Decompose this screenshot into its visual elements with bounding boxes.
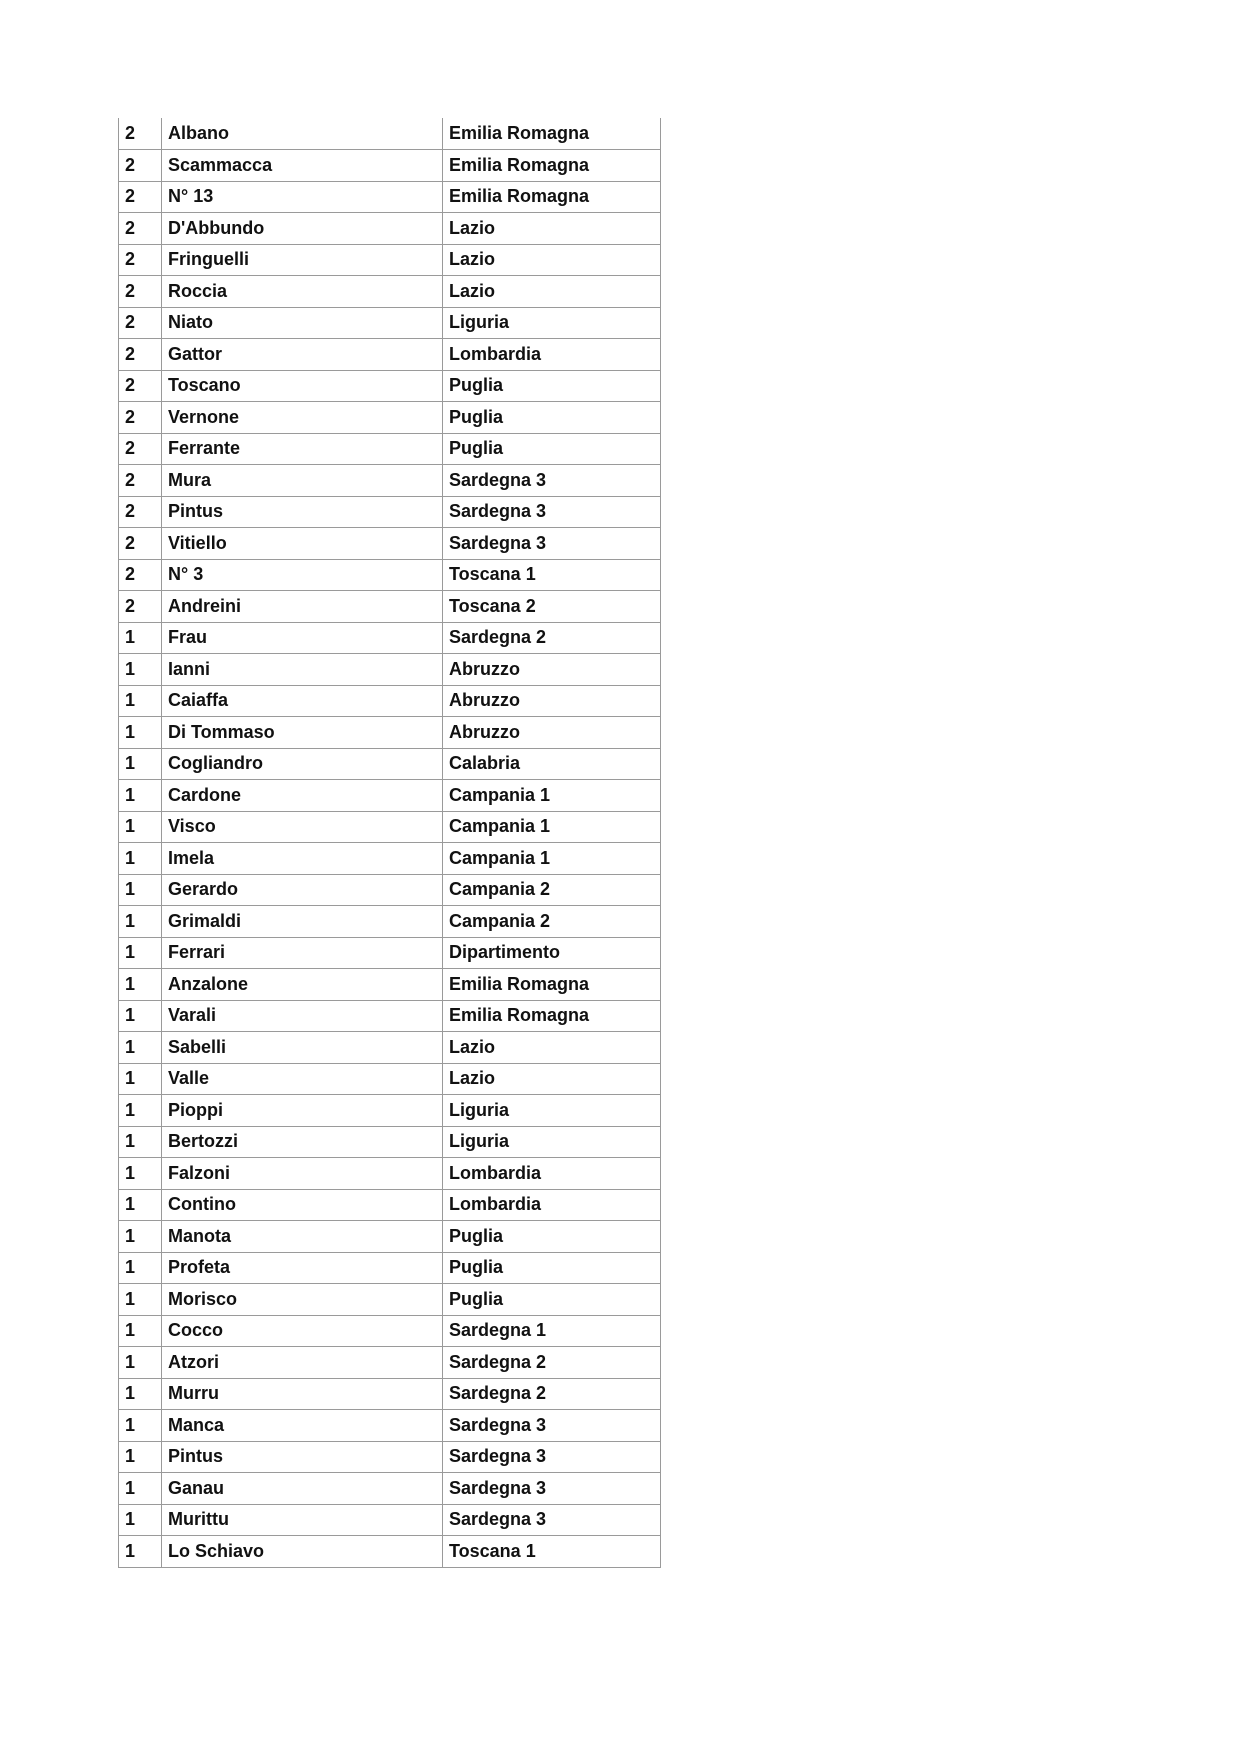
data-table <box>118 118 661 1568</box>
row-count-cell: 1 <box>119 654 162 686</box>
row-count-cell: 1 <box>119 685 162 717</box>
row-name-cell: D'Abbundo <box>162 213 443 245</box>
row-count-cell: 2 <box>119 591 162 623</box>
row-count-cell: 2 <box>119 150 162 182</box>
row-name-cell: Caiaffa <box>162 685 443 717</box>
table-row <box>119 1126 661 1158</box>
row-region-cell: Puglia <box>443 402 661 434</box>
row-region-cell: Sardegna 3 <box>443 465 661 497</box>
row-region-cell: Dipartimento <box>443 937 661 969</box>
row-count-cell: 1 <box>119 811 162 843</box>
row-region-cell: Emilia Romagna <box>443 118 661 150</box>
row-count-cell: 1 <box>119 1284 162 1316</box>
row-name-cell: Manca <box>162 1410 443 1442</box>
table-row <box>119 937 661 969</box>
table-row <box>119 811 661 843</box>
row-count-cell: 1 <box>119 748 162 780</box>
row-region-cell: Abruzzo <box>443 717 661 749</box>
row-name-cell: Ianni <box>162 654 443 686</box>
row-count-cell: 2 <box>119 213 162 245</box>
row-region-cell: Calabria <box>443 748 661 780</box>
table-row <box>119 969 661 1001</box>
table-row <box>119 244 661 276</box>
row-name-cell: Niato <box>162 307 443 339</box>
row-name-cell: N° 13 <box>162 181 443 213</box>
row-region-cell: Lazio <box>443 213 661 245</box>
row-name-cell: Valle <box>162 1063 443 1095</box>
row-name-cell: Cardone <box>162 780 443 812</box>
row-region-cell: Sardegna 3 <box>443 1473 661 1505</box>
table-row <box>119 906 661 938</box>
row-region-cell: Toscana 1 <box>443 1536 661 1568</box>
row-count-cell: 2 <box>119 276 162 308</box>
row-count-cell: 2 <box>119 339 162 371</box>
row-name-cell: Imela <box>162 843 443 875</box>
table-row <box>119 181 661 213</box>
table-row <box>119 1158 661 1190</box>
row-name-cell: Frau <box>162 622 443 654</box>
table-body <box>119 118 661 1567</box>
row-region-cell: Campania 2 <box>443 874 661 906</box>
row-name-cell: Mura <box>162 465 443 497</box>
row-count-cell: 1 <box>119 1032 162 1064</box>
row-region-cell: Sardegna 3 <box>443 1441 661 1473</box>
table-row <box>119 1315 661 1347</box>
row-count-cell: 1 <box>119 1441 162 1473</box>
row-count-cell: 1 <box>119 1410 162 1442</box>
row-name-cell: Roccia <box>162 276 443 308</box>
row-name-cell: Murittu <box>162 1504 443 1536</box>
row-region-cell: Campania 1 <box>443 843 661 875</box>
row-count-cell: 1 <box>119 1315 162 1347</box>
table-row <box>119 748 661 780</box>
row-region-cell: Sardegna 3 <box>443 496 661 528</box>
row-name-cell: Cocco <box>162 1315 443 1347</box>
row-name-cell: Atzori <box>162 1347 443 1379</box>
table-row <box>119 1441 661 1473</box>
row-region-cell: Campania 1 <box>443 780 661 812</box>
row-region-cell: Abruzzo <box>443 654 661 686</box>
row-count-cell: 1 <box>119 1252 162 1284</box>
row-region-cell: Sardegna 1 <box>443 1315 661 1347</box>
table-row <box>119 1189 661 1221</box>
table-row <box>119 339 661 371</box>
row-count-cell: 1 <box>119 1378 162 1410</box>
row-name-cell: Murru <box>162 1378 443 1410</box>
row-count-cell: 1 <box>119 1158 162 1190</box>
table-row <box>119 213 661 245</box>
row-count-cell: 2 <box>119 307 162 339</box>
table-row <box>119 496 661 528</box>
table-row <box>119 150 661 182</box>
row-count-cell: 2 <box>119 528 162 560</box>
row-name-cell: Gattor <box>162 339 443 371</box>
row-name-cell: Vernone <box>162 402 443 434</box>
row-count-cell: 2 <box>119 244 162 276</box>
table-row <box>119 402 661 434</box>
row-count-cell: 2 <box>119 118 162 150</box>
table-row <box>119 717 661 749</box>
row-region-cell: Puglia <box>443 433 661 465</box>
row-name-cell: Lo Schiavo <box>162 1536 443 1568</box>
row-count-cell: 1 <box>119 1347 162 1379</box>
row-name-cell: Cogliandro <box>162 748 443 780</box>
row-name-cell: Bertozzi <box>162 1126 443 1158</box>
row-count-cell: 1 <box>119 1221 162 1253</box>
row-name-cell: Scammacca <box>162 150 443 182</box>
row-count-cell: 2 <box>119 370 162 402</box>
row-count-cell: 1 <box>119 969 162 1001</box>
table-row <box>119 1473 661 1505</box>
table-row <box>119 843 661 875</box>
row-count-cell: 1 <box>119 1473 162 1505</box>
row-region-cell: Lazio <box>443 244 661 276</box>
row-count-cell: 1 <box>119 1126 162 1158</box>
row-name-cell: N° 3 <box>162 559 443 591</box>
table-row <box>119 307 661 339</box>
row-count-cell: 1 <box>119 906 162 938</box>
table-row <box>119 370 661 402</box>
row-count-cell: 2 <box>119 181 162 213</box>
row-region-cell: Lazio <box>443 1063 661 1095</box>
table-row <box>119 465 661 497</box>
row-region-cell: Sardegna 3 <box>443 1504 661 1536</box>
table-row <box>119 874 661 906</box>
row-count-cell: 1 <box>119 1536 162 1568</box>
row-region-cell: Sardegna 3 <box>443 1410 661 1442</box>
row-count-cell: 1 <box>119 843 162 875</box>
row-region-cell: Emilia Romagna <box>443 969 661 1001</box>
row-name-cell: Pioppi <box>162 1095 443 1127</box>
row-name-cell: Gerardo <box>162 874 443 906</box>
table-row <box>119 1284 661 1316</box>
row-count-cell: 2 <box>119 559 162 591</box>
row-name-cell: Ferrante <box>162 433 443 465</box>
row-region-cell: Liguria <box>443 1126 661 1158</box>
table-row <box>119 622 661 654</box>
row-region-cell: Lombardia <box>443 339 661 371</box>
row-region-cell: Lazio <box>443 276 661 308</box>
table-row <box>119 1221 661 1253</box>
row-name-cell: Morisco <box>162 1284 443 1316</box>
row-region-cell: Puglia <box>443 1221 661 1253</box>
row-count-cell: 1 <box>119 1095 162 1127</box>
table-row <box>119 528 661 560</box>
table-row <box>119 559 661 591</box>
row-name-cell: Sabelli <box>162 1032 443 1064</box>
row-region-cell: Sardegna 2 <box>443 622 661 654</box>
table-row <box>119 118 661 150</box>
row-name-cell: Pintus <box>162 496 443 528</box>
row-region-cell: Emilia Romagna <box>443 1000 661 1032</box>
row-count-cell: 1 <box>119 1189 162 1221</box>
table-row <box>119 1536 661 1568</box>
row-region-cell: Lombardia <box>443 1158 661 1190</box>
row-name-cell: Varali <box>162 1000 443 1032</box>
row-name-cell: Visco <box>162 811 443 843</box>
row-name-cell: Di Tommaso <box>162 717 443 749</box>
row-region-cell: Campania 2 <box>443 906 661 938</box>
row-region-cell: Puglia <box>443 1284 661 1316</box>
row-name-cell: Contino <box>162 1189 443 1221</box>
table-row <box>119 685 661 717</box>
table-row <box>119 1378 661 1410</box>
row-name-cell: Albano <box>162 118 443 150</box>
row-name-cell: Profeta <box>162 1252 443 1284</box>
row-name-cell: Falzoni <box>162 1158 443 1190</box>
row-count-cell: 1 <box>119 937 162 969</box>
row-count-cell: 1 <box>119 622 162 654</box>
table-row <box>119 433 661 465</box>
row-region-cell: Sardegna 2 <box>443 1378 661 1410</box>
table-row <box>119 591 661 623</box>
row-region-cell: Campania 1 <box>443 811 661 843</box>
table-row <box>119 1063 661 1095</box>
row-region-cell: Liguria <box>443 307 661 339</box>
table-row <box>119 1504 661 1536</box>
table-row <box>119 1410 661 1442</box>
row-count-cell: 2 <box>119 496 162 528</box>
table-row <box>119 276 661 308</box>
table-row <box>119 1000 661 1032</box>
row-count-cell: 2 <box>119 465 162 497</box>
row-count-cell: 1 <box>119 874 162 906</box>
row-name-cell: Fringuelli <box>162 244 443 276</box>
row-count-cell: 1 <box>119 1504 162 1536</box>
row-region-cell: Liguria <box>443 1095 661 1127</box>
row-name-cell: Ferrari <box>162 937 443 969</box>
row-name-cell: Toscano <box>162 370 443 402</box>
row-region-cell: Toscana 1 <box>443 559 661 591</box>
row-count-cell: 1 <box>119 780 162 812</box>
row-name-cell: Vitiello <box>162 528 443 560</box>
row-count-cell: 2 <box>119 402 162 434</box>
row-name-cell: Andreini <box>162 591 443 623</box>
row-region-cell: Sardegna 3 <box>443 528 661 560</box>
row-name-cell: Grimaldi <box>162 906 443 938</box>
row-region-cell: Toscana 2 <box>443 591 661 623</box>
row-region-cell: Lazio <box>443 1032 661 1064</box>
row-name-cell: Anzalone <box>162 969 443 1001</box>
row-region-cell: Sardegna 2 <box>443 1347 661 1379</box>
row-name-cell: Ganau <box>162 1473 443 1505</box>
row-count-cell: 1 <box>119 1063 162 1095</box>
row-count-cell: 2 <box>119 433 162 465</box>
row-region-cell: Emilia Romagna <box>443 181 661 213</box>
row-region-cell: Emilia Romagna <box>443 150 661 182</box>
row-region-cell: Puglia <box>443 370 661 402</box>
row-name-cell: Pintus <box>162 1441 443 1473</box>
row-count-cell: 1 <box>119 717 162 749</box>
row-region-cell: Puglia <box>443 1252 661 1284</box>
table-row <box>119 1252 661 1284</box>
table-row <box>119 1095 661 1127</box>
row-region-cell: Lombardia <box>443 1189 661 1221</box>
table-row <box>119 654 661 686</box>
row-region-cell: Abruzzo <box>443 685 661 717</box>
table-row <box>119 1032 661 1064</box>
row-count-cell: 1 <box>119 1000 162 1032</box>
table-row <box>119 1347 661 1379</box>
table-row <box>119 780 661 812</box>
row-name-cell: Manota <box>162 1221 443 1253</box>
